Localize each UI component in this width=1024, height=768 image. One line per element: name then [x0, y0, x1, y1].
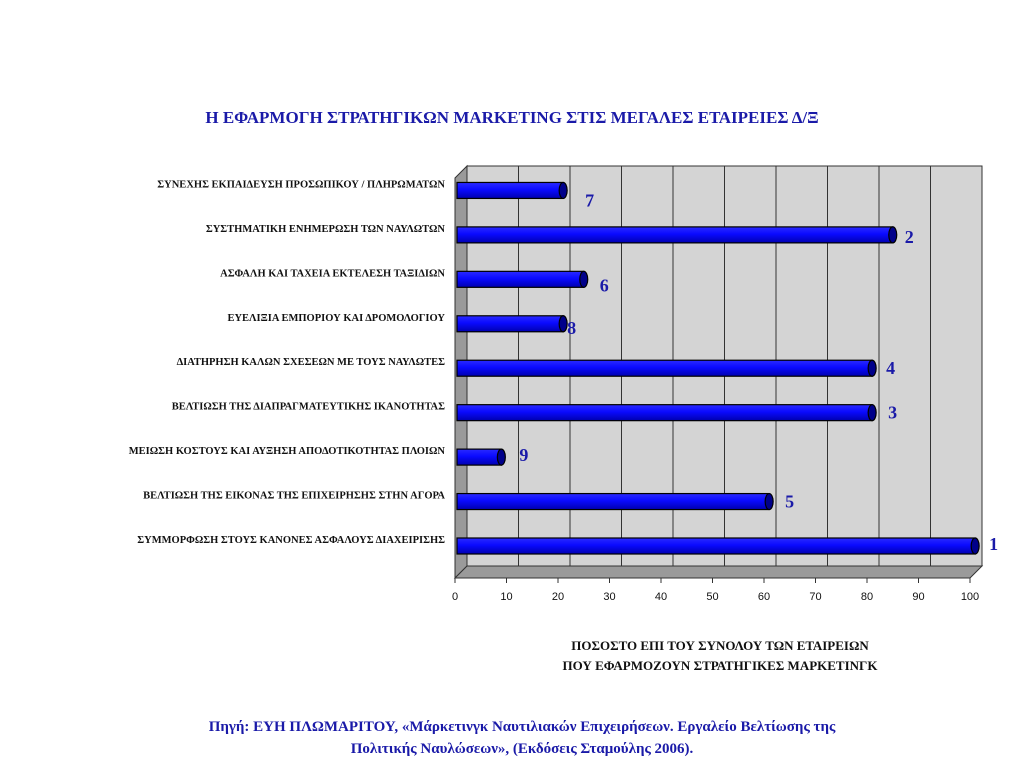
bar	[457, 227, 893, 243]
source-line-1: Πηγή: ΕΥΗ ΠΛΩΜΑΡΙΤΟΥ, «Μάρκετινγκ Ναυτιλιακών Επιχειρήσεων. Εργαλείο Βελτίωσης της	[208, 719, 836, 735]
rank-label: 1	[989, 534, 999, 554]
category-label: ΣΥΣΤΗΜΑΤΙΚΗ ΕΝΗΜΕΡΩΣΗ ΤΩΝ ΝΑΥΛΩΤΩΝ	[205, 223, 445, 235]
x-axis-title	[440, 636, 1000, 676]
x-tick-label: 90	[912, 591, 925, 603]
bar-end-cap	[765, 494, 773, 510]
category-label: ΒΕΛΤΙΩΣΗ ΤΗΣ ΕΙΚΟΝΑΣ ΤΗΣ ΕΠΙΧΕΙΡΗΣΗΣ ΣΤΗΝ ΑΓΟΡΑ	[143, 490, 445, 502]
x-tick-label: 20	[551, 591, 565, 603]
bar	[457, 271, 584, 287]
plot-floor	[455, 566, 982, 578]
x-tick-label: 40	[654, 591, 668, 603]
source-line-2: Πολιτικής Ναυλώσεων», (Εκδόσεις Σταμούλης 2006).	[350, 741, 694, 757]
source-citation	[60, 716, 984, 760]
x-tick-label: 80	[860, 591, 874, 603]
rank-label: 5	[785, 491, 795, 512]
rank-label: 6	[599, 275, 609, 296]
x-axis-title-line-1: ΠΟΣΟΣΤΟ ΕΠΙ ΤΟΥ ΣΥΝΟΛΟΥ ΤΩΝ ΕΤΑΙΡΕΙΩΝ	[571, 638, 869, 653]
bar	[457, 360, 872, 376]
bar	[457, 494, 769, 510]
x-tick-label: 60	[757, 591, 771, 603]
rank-label: 8	[567, 317, 577, 338]
bar-end-cap	[889, 227, 897, 243]
x-axis-title-line-2: ΠΟΥ ΕΦΑΡΜΟΖΟΥΝ ΣΤΡΑΤΗΓΙΚΕΣ ΜΑΡΚΕΤΙΝΓΚ	[562, 658, 878, 673]
category-label: ΣΥΝΕΧΗΣ ΕΚΠΑΙΔΕΥΣΗ ΠΡΟΣΩΠΙΚΟΥ / ΠΛΗΡΩΜΑΤΩΝ	[157, 179, 445, 191]
category-label: ΒΕΛΤΙΩΣΗ ΤΗΣ ΔΙΑΠΡΑΓΜΑΤΕΥΤΙΚΗΣ ΙΚΑΝΟΤΗΤΑΣ	[171, 401, 445, 413]
bar-end-cap	[971, 538, 979, 554]
bar	[457, 538, 975, 554]
bar	[457, 405, 872, 421]
category-label: ΑΣΦΑΛΗ ΚΑΙ ΤΑΧΕΙΑ ΕΚΤΕΛΕΣΗ ΤΑΞΙΔΙΩΝ	[220, 268, 445, 280]
rank-label: 2	[904, 226, 914, 247]
bar-end-cap	[580, 271, 588, 287]
x-tick-label: 0	[451, 591, 459, 603]
x-tick-label: 10	[500, 591, 513, 603]
rank-label: 9	[519, 445, 529, 466]
x-tick-label: 30	[603, 591, 616, 603]
bar-end-cap	[497, 449, 505, 465]
bar-end-cap	[559, 182, 567, 198]
category-label: ΣΥΜΜΟΡΦΩΣΗ ΣΤΟΥΣ ΚΑΝΟΝΕΣ ΑΣΦΑΛΟΥΣ ΔΙΑΧΕΙΡΙΣΗΣ	[137, 535, 445, 546]
bar	[457, 449, 501, 465]
bar	[457, 316, 563, 332]
bar-end-cap	[868, 360, 876, 376]
x-tick-label: 50	[706, 591, 719, 603]
category-label: ΕΥΕΛΙΞΙΑ ΕΜΠΟΡΙΟΥ ΚΑΙ ΔΡΟΜΟΛΟΓΙΟΥ	[227, 312, 445, 324]
bar-end-cap	[559, 316, 567, 332]
x-tick-label: 70	[809, 591, 822, 603]
bar-end-cap	[868, 405, 876, 421]
bar	[457, 182, 563, 198]
rank-label: 4	[886, 358, 896, 379]
rank-label: 7	[585, 190, 595, 211]
rank-label: 3	[888, 402, 898, 423]
chart-title: Η ΕΦΑΡΜΟΓΗ ΣΤΡΑΤΗΓΙΚΩΝ MARKETING ΣΤΙΣ ΜΕΓΑΛΕΣ ΕΤΑΙΡΕΙΕΣ Δ/Ξ	[205, 108, 819, 127]
category-label: ΜΕΙΩΣΗ ΚΟΣΤΟΥΣ ΚΑΙ ΑΥΞΗΣΗ ΑΠΟΔΟΤΙΚΟΤΗΤΑΣ ΠΛΟΙΩΝ	[128, 446, 445, 458]
x-tick-label: 100	[960, 591, 980, 603]
category-label: ΔΙΑΤΗΡΗΣΗ ΚΑΛΩΝ ΣΧΕΣΕΩΝ ΜΕ ΤΟΥΣ ΝΑΥΛΩΤΕΣ	[176, 357, 445, 369]
